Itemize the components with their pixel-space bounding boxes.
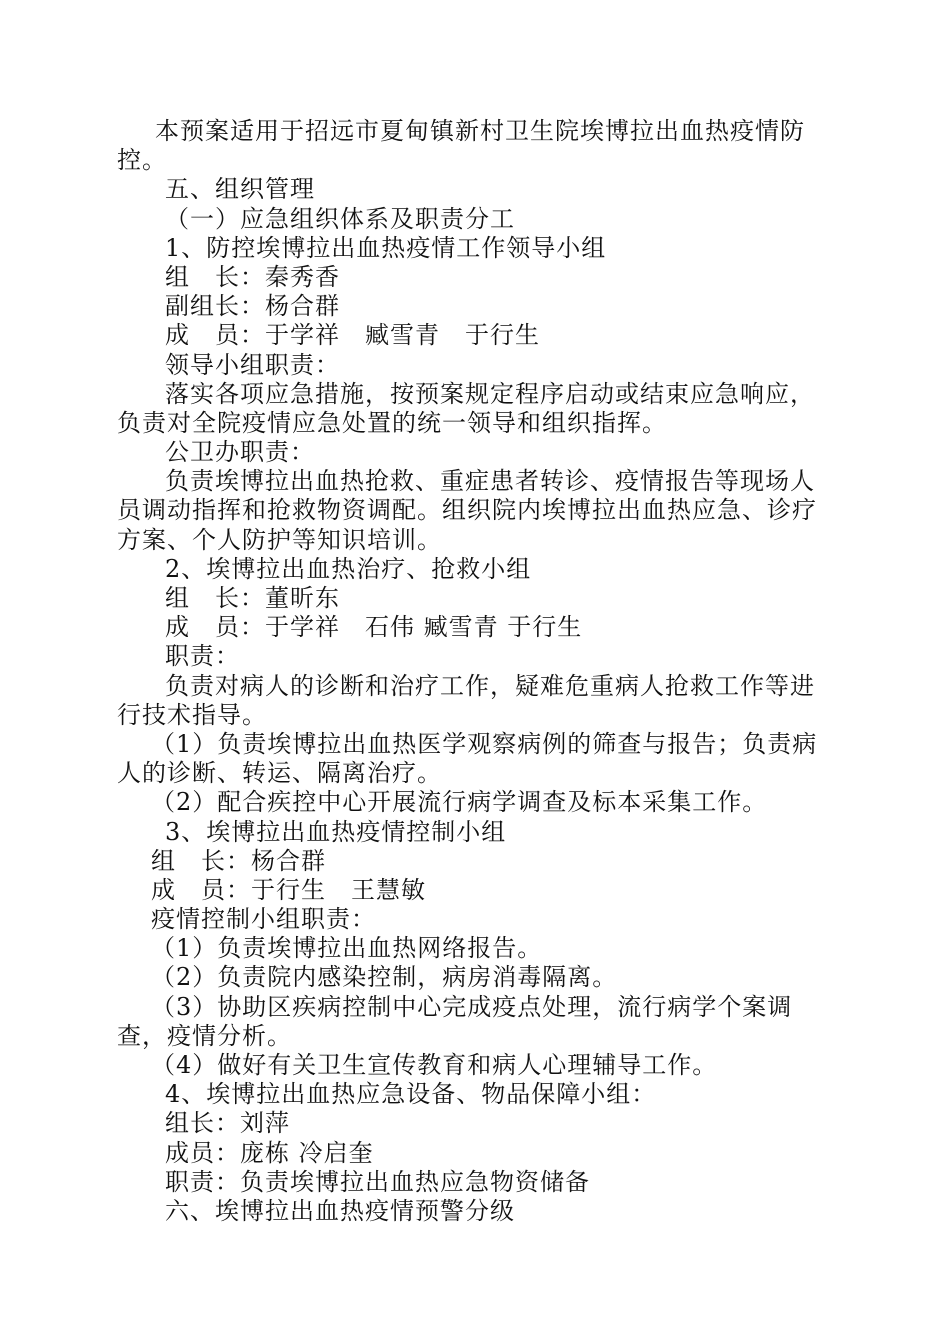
section-heading-5: 五、组织管理 xyxy=(165,175,315,204)
text-line-12: 公卫办职责： xyxy=(165,438,315,467)
text-line-11: 负责对全院疫情应急处置的统一领导和组织指挥。 xyxy=(117,408,667,437)
text-line-18: 成 员：于学祥 石伟 臧雪青 于行生 xyxy=(165,613,583,642)
text-line-21: 行技术指导。 xyxy=(117,700,267,729)
text-line-27: 成 员：于行生 王慧敏 xyxy=(151,875,426,904)
group-heading-supplies: 4、埃博拉出血热应急设备、物品保障小组： xyxy=(165,1080,657,1109)
text-line-6: 组 长：秦秀香 xyxy=(165,262,340,291)
text-line-2: 控。 xyxy=(117,146,167,175)
text-line-17: 组 长：董昕东 xyxy=(165,584,340,612)
text-line-15: 方案、个人防护等知识培训。 xyxy=(117,525,442,554)
subsection-heading-1: （一）应急组织体系及职责分工 xyxy=(165,204,515,233)
text-line-29: （1）负责埃博拉出血热网络报告。 xyxy=(151,934,543,963)
group-heading-control: 3、埃博拉出血热疫情控制小组 xyxy=(165,817,507,846)
text-line-31: （3）协助区疾病控制中心完成疫点处理，流行病学个案调 xyxy=(151,992,793,1021)
text-line-35: 组长：刘萍 xyxy=(165,1109,290,1138)
text-line-1: 本预案适用于招远市夏甸镇新村卫生院埃博拉出血热疫情防 xyxy=(155,117,805,145)
text-line-20: 负责对病人的诊断和治疗工作，疑难危重病人抢救工作等进 xyxy=(165,671,815,700)
document-page xyxy=(117,117,837,1226)
text-line-30: （2）负责院内感染控制，病房消毒隔离。 xyxy=(151,963,618,992)
text-line-26: 组 长：杨合群 xyxy=(151,846,326,875)
text-line-32: 查，疫情分析。 xyxy=(117,1021,292,1050)
text-line-33: （4）做好有关卫生宣传教育和病人心理辅导工作。 xyxy=(151,1051,718,1079)
text-line-36: 成员：庞栋 冷启奎 xyxy=(165,1138,374,1167)
text-line-24: （2）配合疾控中心开展流行病学调查及标本采集工作。 xyxy=(151,788,768,817)
text-line-19: 职责： xyxy=(165,642,240,671)
text-line-8: 成 员：于学祥 臧雪青 于行生 xyxy=(165,321,540,350)
text-line-13: 负责埃博拉出血热抢救、重症患者转诊、疫情报告等现场人 xyxy=(165,467,815,496)
group-heading-treatment: 2、埃博拉出血热治疗、抢救小组 xyxy=(165,554,532,583)
text-line-23: 人的诊断、转运、隔离治疗。 xyxy=(117,759,442,788)
text-line-7: 副组长：杨合群 xyxy=(165,292,340,321)
text-line-14: 员调动指挥和抢救物资调配。组织院内埃博拉出血热应急、诊疗 xyxy=(117,496,817,525)
text-line-28: 疫情控制小组职责： xyxy=(151,905,376,934)
text-line-37: 职责：负责埃博拉出血热应急物资储备 xyxy=(165,1167,590,1196)
section-heading-6: 六、埃博拉出血热疫情预警分级 xyxy=(165,1196,515,1225)
text-line-9: 领导小组职责： xyxy=(165,350,340,379)
text-line-10: 落实各项应急措施，按预案规定程序启动或结束应急响应， xyxy=(165,379,815,408)
group-heading-leadership: 1、防控埃博拉出血热疫情工作领导小组 xyxy=(165,233,607,262)
text-line-22: （1）负责埃博拉出血热医学观察病例的筛查与报告；负责病 xyxy=(151,729,818,758)
